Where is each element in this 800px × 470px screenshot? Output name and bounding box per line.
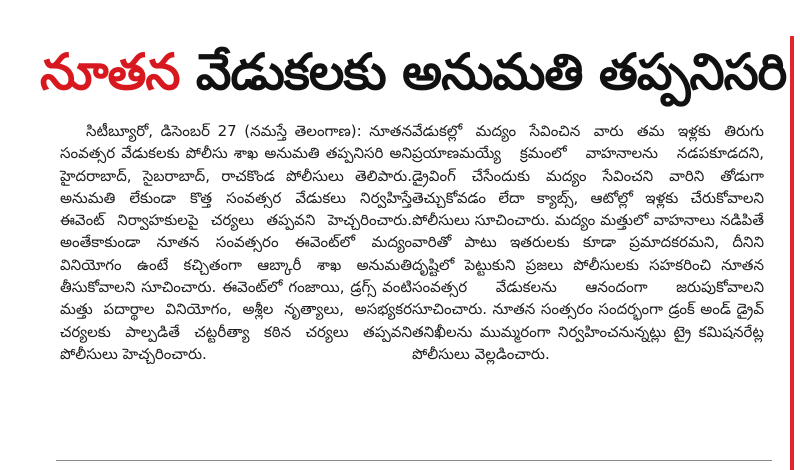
body-paragraph-left: సిటీబ్యూరో, డిసెంబర్ 27 (నమస్తే తెలంగాణ): నూతన సంవత్సర వేడుకలకు పోలీసు శాఖ అనుమతి తప్పనిసరి అని హైదరాబాద్, సైబరాబాద్, రాచకొండ పోలీసులు తెలిపారు. అనుమతి లేకుండా కొత్త సంవత్సర వేడుకలు నిర్వహిస్తే ఈవెంట్ నిర్వాహకులపై చర్యలు తప్పవని హెచ్చరించారు. అంతేకాకుండా నూతన సంవత్సరం ఈవెంట్‌లో మద్యం వినియోగం ఉంటే కచ్చితంగా ఆబ్కారీ శాఖ అనుమతి తీసుకోవాలని సూచించారు. ఈవెంట్‌లో గంజాయి, డ్రగ్స్ వంటి మత్తు పదార్థాల వినియోగం, అశ్లీల నృత్యాలు, అసభ్యకర చర్యలకు పాల్పడితే చట్టరీత్యా కఠిన చర్యలు తప్పవని పోలీసులు హెచ్చరించారు. [60, 122, 412, 363]
article-column-left [60, 120, 412, 365]
headline-highlight: నూతన [40, 43, 180, 101]
article-column-right [412, 120, 764, 365]
headline [40, 22, 787, 122]
headline-main: వేడుకలకు అనుమతి తప్పనిసరి [195, 43, 787, 101]
page-edge-red-border [790, 36, 794, 470]
body-paragraph-right: వేడుకల్లో మద్యం సేవించిన వారు తమ ఇళ్లకు తిరుగు ప్రయాణమయ్యే క్రమంలో వాహనాలను నడపకూడదని, డ్రైవింగ్ చేసేందుకు మద్యం సేవించని వారిని తోడుగా తెచ్చుకోవడం లేదా క్యాబ్స్, ఆటోల్లో ఇళ్లకు చేరుకోవాలని పోలీసులు సూచించారు. మద్యం మత్తులో వాహనాలు నడిపితే వారితో పాటు ఇతరులకు కూడా ప్రమాదకరమని, దీనిని దృష్టిలో పెట్టుకుని ప్రజలు పోలీసులకు సహకరించి నూతన సంవత్సర వేడుకలను ఆనందంగా జరుపుకోవాలని సూచించారు. నూతన సంత్సరం సందర్భంగా డ్రంక్ అండ్ డ్రైవ్ తనిఖీలను ముమ్మరంగా నిర్వహించనున్నట్లు ట్రై కమిషనరేట్ల పోలీసులు వెల్లడించారు. [412, 122, 764, 363]
bottom-divider [56, 460, 772, 461]
